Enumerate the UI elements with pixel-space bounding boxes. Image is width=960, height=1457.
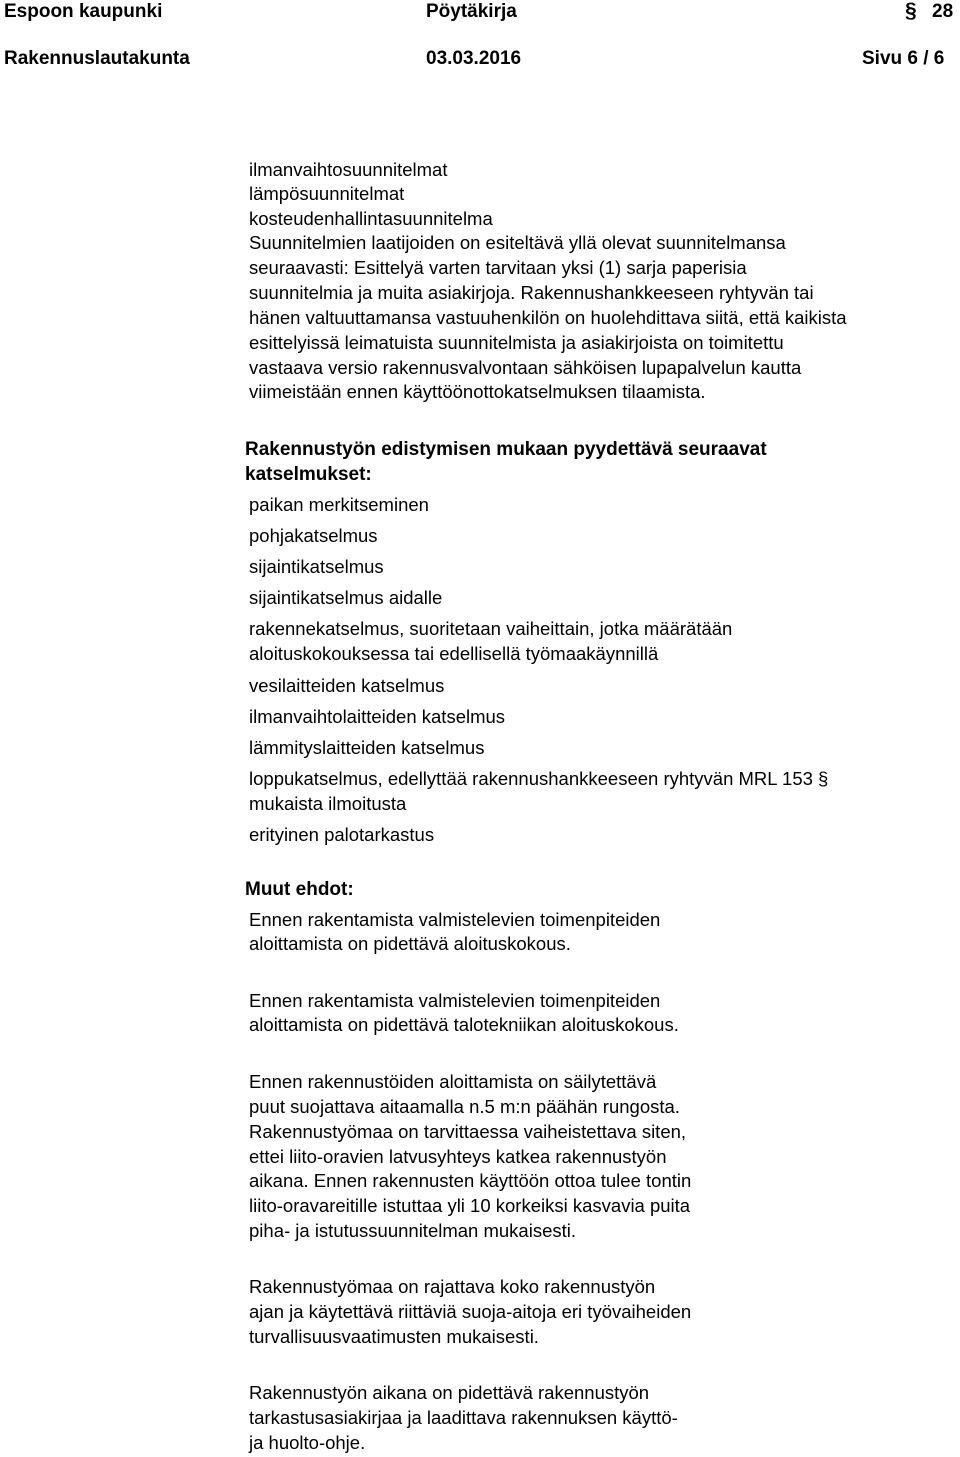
text-line: liito-oravareitille istuttaa yli 10 korkeiksi kasvavia puita: [249, 1195, 691, 1216]
list-item: rakennekatselmus, suoritetaan vaiheittain, jotka määrätään: [249, 618, 733, 639]
text-line: Ennen rakennustöiden aloittamista on säilytettävä: [249, 1071, 657, 1092]
text-line: Suunnitelmien laatijoiden on esiteltävä yllä olevat suunnitelmansa: [249, 232, 786, 253]
section-sign: §: [905, 0, 917, 22]
text-line: esittelyissä leimatuista suunnitelmista ja asiakirjoista on toimitettu: [249, 332, 784, 353]
text-line: Ennen rakentamista valmistelevien toimenpiteiden: [249, 909, 661, 930]
organization-name: Espoon kaupunki: [4, 1, 163, 22]
text-line: seuraavasti: Esittelyä varten tarvitaan yksi (1) sarja paperisia: [249, 257, 747, 278]
text-line: hänen valtuuttamansa vastuuhenkilön on huolehdittava siitä, että kaikista: [249, 307, 847, 328]
list-item: paikan merkitseminen: [249, 494, 429, 515]
document-type: Pöytäkirja: [426, 1, 517, 22]
text-line: puut suojattava aitaamalla n.5 m:n päähän rungosta.: [249, 1096, 680, 1117]
list-item: sijaintikatselmus aidalle: [249, 587, 443, 608]
text-line: aloittamista on pidettävä talotekniikan aloituskokous.: [249, 1014, 679, 1035]
text-line: vastaava versio rakennusvalvontaan sähköisen lupapalvelun kautta: [249, 357, 802, 378]
text-line: aloittamista on pidettävä aloituskokous.: [249, 933, 571, 954]
list-item: lämmityslaitteiden katselmus: [249, 737, 485, 758]
inspections-heading: katselmukset:: [245, 464, 372, 485]
text-line: Ennen rakentamista valmistelevien toimenpiteiden: [249, 990, 661, 1011]
section-number: 28: [932, 1, 954, 22]
text-line: suunnitelmia ja muita asiakirjoja. Rakennushankkeeseen ryhtyvän tai: [249, 282, 814, 303]
list-item: aloituskokouksessa tai edellisellä työmaakäynnillä: [249, 643, 659, 664]
text-line: ja huolto-ohje.: [249, 1432, 366, 1453]
other-conditions-heading: Muut ehdot:: [245, 879, 354, 900]
list-item: erityinen palotarkastus: [249, 824, 435, 845]
list-item: mukaista ilmoitusta: [249, 793, 407, 814]
text-line: Rakennustyön aikana on pidettävä rakennustyön: [249, 1382, 650, 1403]
meeting-date: 03.03.2016: [426, 48, 522, 69]
text-line: viimeistään ennen käyttöönottokatselmuksen tilaamista.: [249, 381, 706, 402]
board-name: Rakennuslautakunta: [4, 48, 190, 69]
list-item: sijaintikatselmus: [249, 556, 384, 577]
text-line: piha- ja istutussuunnitelman mukaisesti.: [249, 1220, 576, 1241]
list-item: ilmanvaihtolaitteiden katselmus: [249, 706, 506, 727]
text-line: turvallisuusvaatimusten mukaisesti.: [249, 1326, 539, 1347]
list-item: pohjakatselmus: [249, 525, 378, 546]
text-line: lämpösuunnitelmat: [249, 183, 405, 204]
text-line: aikana. Ennen rakennusten käyttöön ottoa tulee tontin: [249, 1170, 692, 1191]
text-line: ettei liito-oravien latvusyhteys katkea rakennustyön: [249, 1146, 667, 1167]
text-line: Rakennustyömaa on tarvittaessa vaiheistettava siten,: [249, 1121, 687, 1142]
text-line: ilmanvaihtosuunnitelmat: [249, 159, 448, 180]
page-header: [0, 0, 960, 80]
inspections-heading: Rakennustyön edistymisen mukaan pyydettävä seuraavat: [245, 439, 767, 460]
text-line: tarkastusasiakirjaa ja laadittava rakennuksen käyttö-: [249, 1407, 678, 1428]
list-item: vesilaitteiden katselmus: [249, 675, 445, 696]
text-line: Rakennustyömaa on rajattava koko rakennustyön: [249, 1276, 656, 1297]
text-line: kosteudenhallintasuunnitelma: [249, 208, 493, 229]
page-number: Sivu 6 / 6: [862, 48, 945, 69]
list-item: loppukatselmus, edellyttää rakennushankkeeseen ryhtyvän MRL 153 §: [249, 768, 829, 789]
text-line: ajan ja käytettävä riittäviä suoja-aitoja eri työvaiheiden: [249, 1301, 692, 1322]
